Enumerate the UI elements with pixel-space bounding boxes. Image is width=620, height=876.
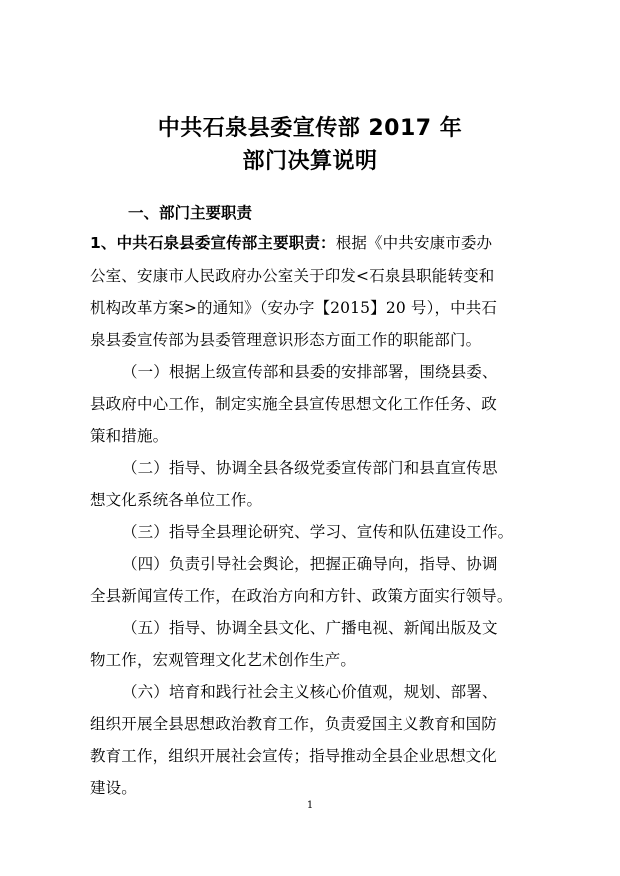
document-title-line-2: 部门决算说明 [242, 149, 378, 174]
paragraph-line: 想文化系统各单位工作。 [90, 491, 263, 509]
paragraph-line: 组织开展全县思想政治教育工作，负责爱国主义教育和国防 [90, 715, 497, 733]
paragraph-line: （四）负责引导社会舆论，把握正确导向，指导、协调 [122, 555, 498, 573]
section-heading: 一、部门主要职责 [128, 204, 253, 222]
paragraph-line: （六）培育和践行社会主义核心价值观，规划、部署、 [122, 683, 498, 701]
paragraph-line: 物工作，宏观管理文化艺术创作生产。 [90, 651, 357, 669]
item-text: 根据《中共安康市委办 [335, 234, 493, 252]
page-number: 1 [306, 800, 314, 811]
paragraph-line: 机构改革方案>的通知》（安办字【2015】20 号），中共石 [90, 299, 498, 317]
document-title-line-1: 中共石泉县委宣传部 2017 年 [157, 116, 463, 141]
paragraph-line: 县政府中心工作，制定实施全县宣传思想文化工作任务、政 [90, 395, 497, 413]
paragraph-line: （二）指导、协调全县各级党委宣传部门和县直宣传思 [122, 459, 498, 477]
paragraph-line: 教育工作，组织开展社会宣传；指导推动全县企业思想文化 [90, 747, 497, 765]
paragraph-line [90, 233, 492, 253]
paragraph-line: 建设。 [90, 779, 137, 797]
paragraph-line: （一）根据上级宣传部和县委的安排部署，围绕县委、 [122, 363, 498, 381]
paragraph-line: 公室、安康市人民政府办公室关于印发<石泉县职能转变和 [90, 267, 495, 285]
paragraph-line: 全县新闻宣传工作，在政治方向和方针、政策方面实行领导。 [90, 587, 513, 605]
paragraph-line: （五）指导、协调全县文化、广播电视、新闻出版及文 [122, 619, 498, 637]
paragraph-line: 泉县委宣传部为县委管理意识形态方面工作的职能部门。 [90, 331, 482, 349]
paragraph-line: 策和措施。 [90, 427, 169, 445]
paragraph-line: （三）指导全县理论研究、学习、宣传和队伍建设工作。 [122, 523, 514, 541]
item-lead: 1、中共石泉县委宣传部主要职责： [90, 234, 336, 252]
